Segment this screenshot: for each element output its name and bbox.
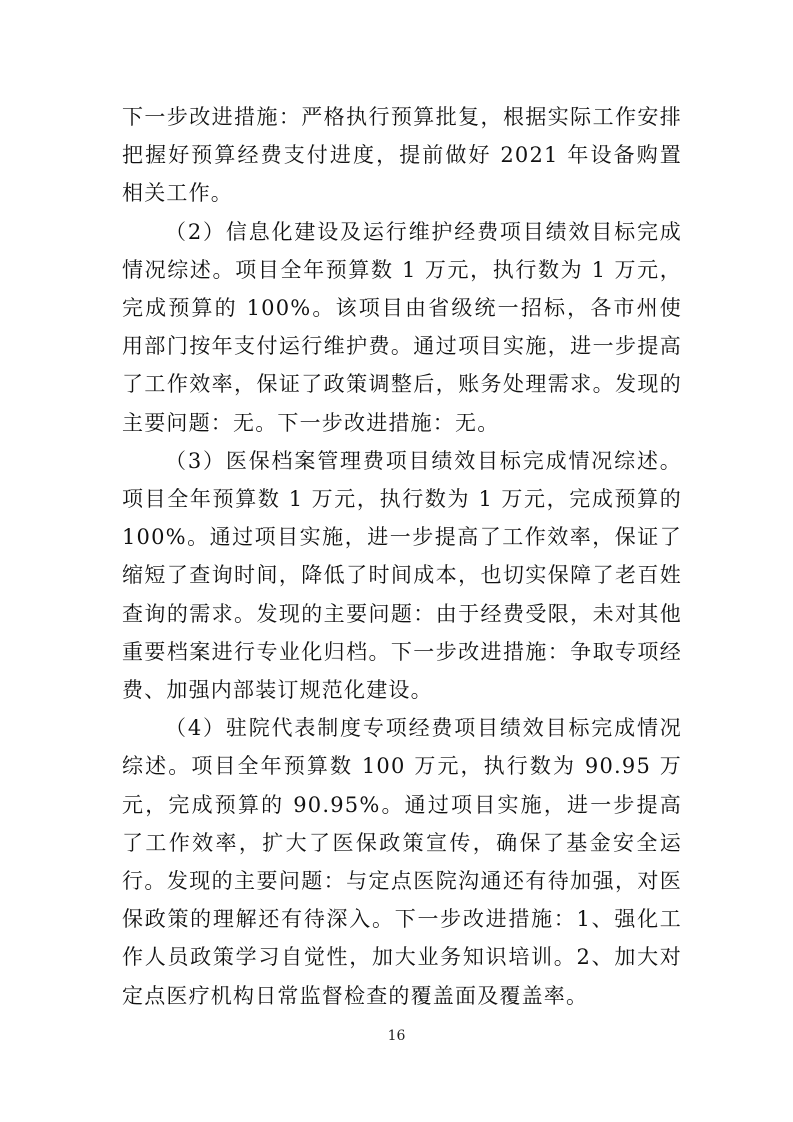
paragraph-it-maintenance: （2）信息化建设及运行维护经费项目绩效目标完成情况综述。项目全年预算数 1 万元，执行数为 1 万元，完成预算的 100%。该项目由省级统一招标，各市州使用部门按年支付运行维护费。通过项目实施，进一步提高了工作效率，保证了政策调整后，账务处理需求。发现的主要问题：无。下一步改进措施：无。 bbox=[122, 219, 682, 435]
document-body bbox=[122, 98, 682, 1015]
paragraph-archive-management: （3）医保档案管理费项目绩效目标完成情况综述。项目全年预算数 1 万元，执行数为 1 万元，完成预算的 100%。通过项目实施，进一步提高了工作效率，保证了缩短了查询时间，降低了时间成本，也切实保障了老百姓查询的需求。发现的主要问题：由于经费受限，未对其他重要档案进行专业化归档。下一步改进措施：争取专项经费、加强内部装订规范化建设。 bbox=[122, 448, 682, 703]
paragraph-hospital-representative: （4）驻院代表制度专项经费项目绩效目标完成情况综述。项目全年预算数 100 万元，执行数为 90.95 万元，完成预算的 90.95%。通过项目实施，进一步提高了工作效率，扩大了医保政策宣传，确保了基金安全运行。发现的主要问题：与定点医院沟通还有待加强，对医保政策的理解还有待深入。下一步改进措施：1、强化工作人员政策学习自觉性，加大业务知识培训。2、加大对定点医疗机构日常监督检查的覆盖面及覆盖率。 bbox=[122, 716, 682, 1008]
paragraph-improvement-measures: 下一步改进措施：严格执行预算批复，根据实际工作安排把握好预算经费支付进度，提前做好 2021 年设备购置相关工作。 bbox=[122, 105, 682, 206]
page-number: 16 bbox=[387, 1028, 406, 1044]
